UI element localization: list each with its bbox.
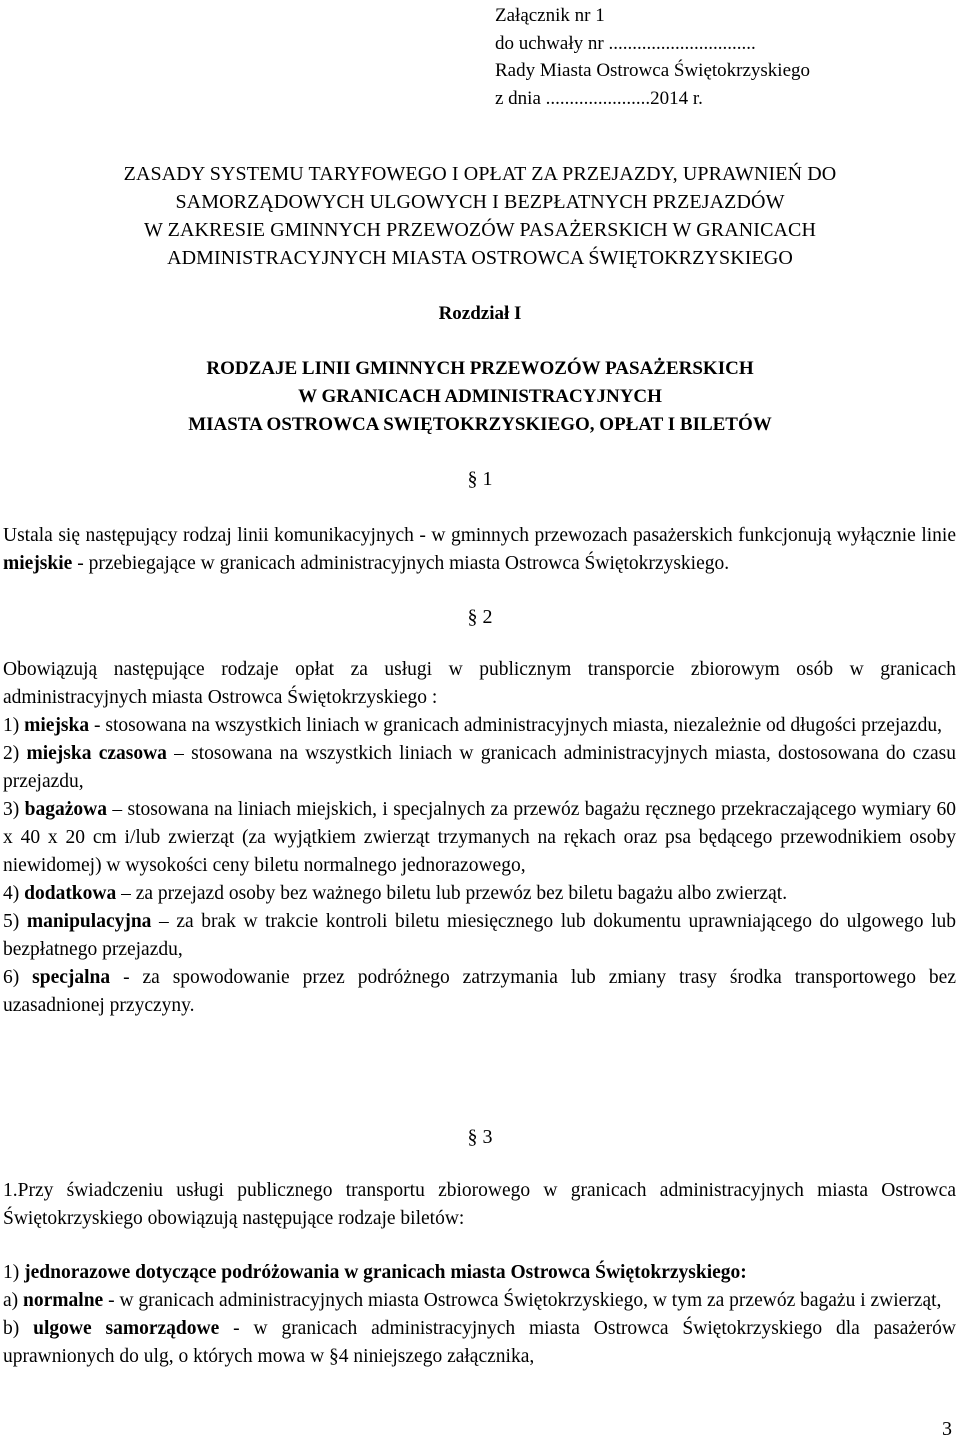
title-line: SAMORZĄDOWYCH ULGOWYCH I BEZPŁATNYCH PRZEJAZDÓW <box>175 191 785 213</box>
section-2-item: 5) manipulacyjna – za brak w trakcie kontroli biletu miesięcznego lub dokumentu uprawniającego do ulgowego lub bezpłatnego przejazdu, <box>3 911 956 960</box>
chapter-title-line: RODZAJE LINII GMINNYCH PRZEWOZÓW PASAŻERSKICH <box>206 358 754 379</box>
chapter-title-line: W GRANICACH ADMINISTRACYJNYCH <box>298 386 662 407</box>
annex-line: Rady Miasta Ostrowca Świętokrzyskiego <box>495 60 811 81</box>
section-1-text-b: - przebiegające w granicach administracyjnych miasta Ostrowca Świętokrzyskiego. <box>72 553 730 574</box>
section-1-mark: § 1 <box>467 468 493 490</box>
section-1-text-a: Ustala się następujący rodzaj linii komunikacyjnych - w gminnych przewozach pasażerskich funkcjonują wyłącznie linie <box>3 525 956 546</box>
chapter-title-line: MIASTA OSTROWCA SWIĘTOKRZYSKIEGO, OPŁAT I BILETÓW <box>188 414 772 435</box>
chapter-label: Rozdział I <box>438 303 522 324</box>
title-line: ADMINISTRACYJNYCH MIASTA OSTROWCA ŚWIĘTOKRZYSKIEGO <box>167 247 793 269</box>
annex-line: z dnia ......................2014 r. <box>495 87 703 109</box>
annex-line: Załącznik nr 1 <box>495 5 605 26</box>
page-number: 3 <box>942 1418 952 1440</box>
section-3-item-a: a) normalne - w granicach administracyjnych miasta Ostrowca Świętokrzyskiego, w tym za przewóz bagażu i zwierząt, <box>3 1290 942 1311</box>
section-1-text <box>3 522 956 578</box>
section-2-item: 3) bagażowa – stosowana na liniach miejskich, i specjalnych za przewóz bagażu ręcznego przekraczającego wymiary 60 x 40 x 20 cm i/lub zwierząt (za wyjątkiem zwierząt trzymanych na rękach oraz psa będącego przewodnikiem osoby niewidomej) w wysokości ceny biletu normalnego jednorazowego, <box>3 799 956 876</box>
title-line: W ZAKRESIE GMINNYCH PRZEWOZÓW PASAŻERSKICH W GRANICACH <box>143 219 817 241</box>
annex-line: do uchwały nr ............................... <box>495 32 756 54</box>
chapter-title <box>0 355 960 439</box>
section-1-bold: miejskie <box>3 553 73 574</box>
annex-header <box>495 2 810 112</box>
title-line: ZASADY SYSTEMU TARYFOWEGO I OPŁAT ZA PRZEJAZDY, UPRAWNIEŃ DO <box>123 163 837 185</box>
section-2-item: 1) miejska - stosowana na wszystkich liniach w granicach administracyjnych miasta, niezależnie od długości przejazdu, <box>3 715 942 736</box>
section-2-item: 2) miejska czasowa – stosowana na wszystkich liniach w granicach administracyjnych miasta, dostosowana do czasu przejazdu, <box>3 743 956 792</box>
document-title <box>0 160 960 272</box>
section-3-text <box>3 1177 956 1371</box>
section-3-mark: § 3 <box>467 1126 493 1148</box>
section-3-item-b: b) ulgowe samorządowe - w granicach administracyjnych miasta Ostrowca Świętokrzyskiego dla pasażerów uprawnionych do ulg, o których mowa w §4 niniejszego załącznika, <box>3 1318 956 1367</box>
section-3-sub1: 1) jednorazowe dotyczące podróżowania w granicach miasta Ostrowca Świętokrzyskiego: <box>3 1262 747 1283</box>
spacer <box>3 1233 956 1259</box>
section-2-text <box>3 656 956 1020</box>
section-2-item: 4) dodatkowa – za przejazd osoby bez ważnego biletu lub przewóz bez biletu bagażu albo zwierząt. <box>3 883 788 904</box>
section-2-mark: § 2 <box>467 606 493 628</box>
section-2-intro: Obowiązują następujące rodzaje opłat za usługi w publicznym transporcie zbiorowym osób w granicach administracyjnych miasta Ostrowca Świętokrzyskiego : <box>3 659 956 708</box>
section-2-item: 6) specjalna - za spowodowanie przez podróżnego zatrzymania lub zmiany trasy środka transportowego bez uzasadnionej przyczyny. <box>3 967 956 1016</box>
section-3-intro: 1.Przy świadczeniu usługi publicznego transportu zbiorowego w granicach administracyjnych miasta Ostrowca Świętokrzyskiego obowiązują następujące rodzaje biletów: <box>3 1180 956 1229</box>
